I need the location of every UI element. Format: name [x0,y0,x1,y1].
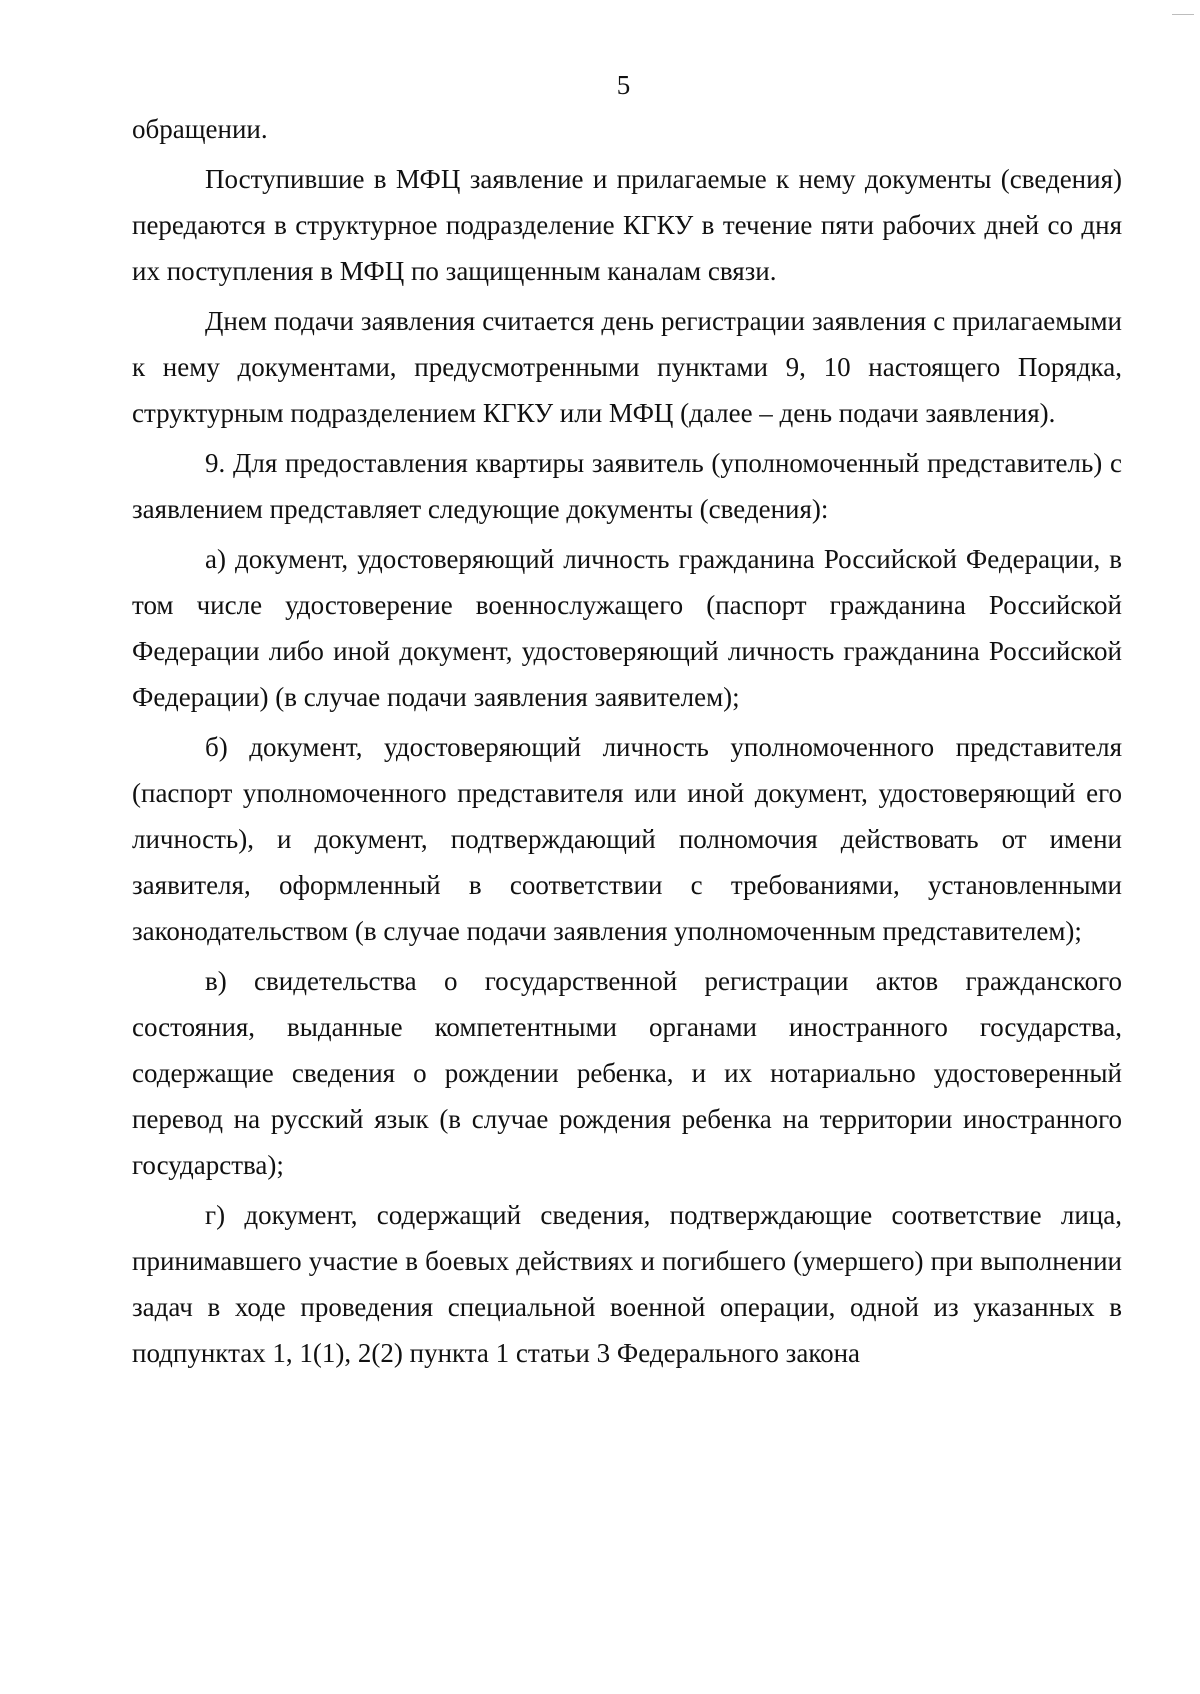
paragraph-item-9: 9. Для предоставления квартиры заявитель (уполномоченный представитель) с заявлением представляет следующие документы (сведения): [132,448,1122,524]
paragraph-subitem-b: б) документ, удостоверяющий личность уполномоченного представителя (паспорт уполномоченного представителя или иной документ, удостоверяющий его личность), и документ, подтверждающий полномочия действовать от имени заявителя, оформленный в соответствии с требованиями, установленными законодательством (в случае подачи заявления уполномоченным представителем); [132,732,1122,946]
paragraph-subitem-a: а) документ, удостоверяющий личность гражданина Российской Федерации, в том числе удостоверение военнослужащего (паспорт гражданина Российской Федерации либо иной документ, удостоверяющий личность гражданина Российской Федерации) (в случае подачи заявления заявителем); [132,544,1122,712]
document-body [132,106,1122,1376]
scan-edge-mark [1172,14,1194,15]
paragraph-subitem-g: г) документ, содержащий сведения, подтверждающие соответствие лица, принимавшего участие в боевых действиях и погибшего (умершего) при выполнении задач в ходе проведения специальной военной операции, одной из указанных в подпунктах 1, 1(1), 2(2) пункта 1 статьи 3 Федерального закона [132,1200,1122,1368]
page-number: 5 [616,70,631,100]
paragraph-mfc-transfer: Поступившие в МФЦ заявление и прилагаемые к нему документы (сведения) передаются в структурное подразделение КГКУ в течение пяти рабочих дней со дня их поступления в МФЦ по защищенным каналам связи. [132,164,1122,286]
paragraph-continuation: обращении. [132,114,268,144]
paragraph-submission-date: Днем подачи заявления считается день регистрации заявления с прилагаемыми к нему документами, предусмотренными пунктами 9, 10 настоящего Порядка, структурным подразделением КГКУ или МФЦ (далее – день подачи заявления). [132,306,1122,428]
paragraph-subitem-v: в) свидетельства о государственной регистрации актов гражданского состояния, выданные компетентными органами иностранного государства, содержащие сведения о рождении ребенка, и их нотариально удостоверенный перевод на русский язык (в случае рождения ребенка на территории иностранного государства); [132,966,1122,1180]
